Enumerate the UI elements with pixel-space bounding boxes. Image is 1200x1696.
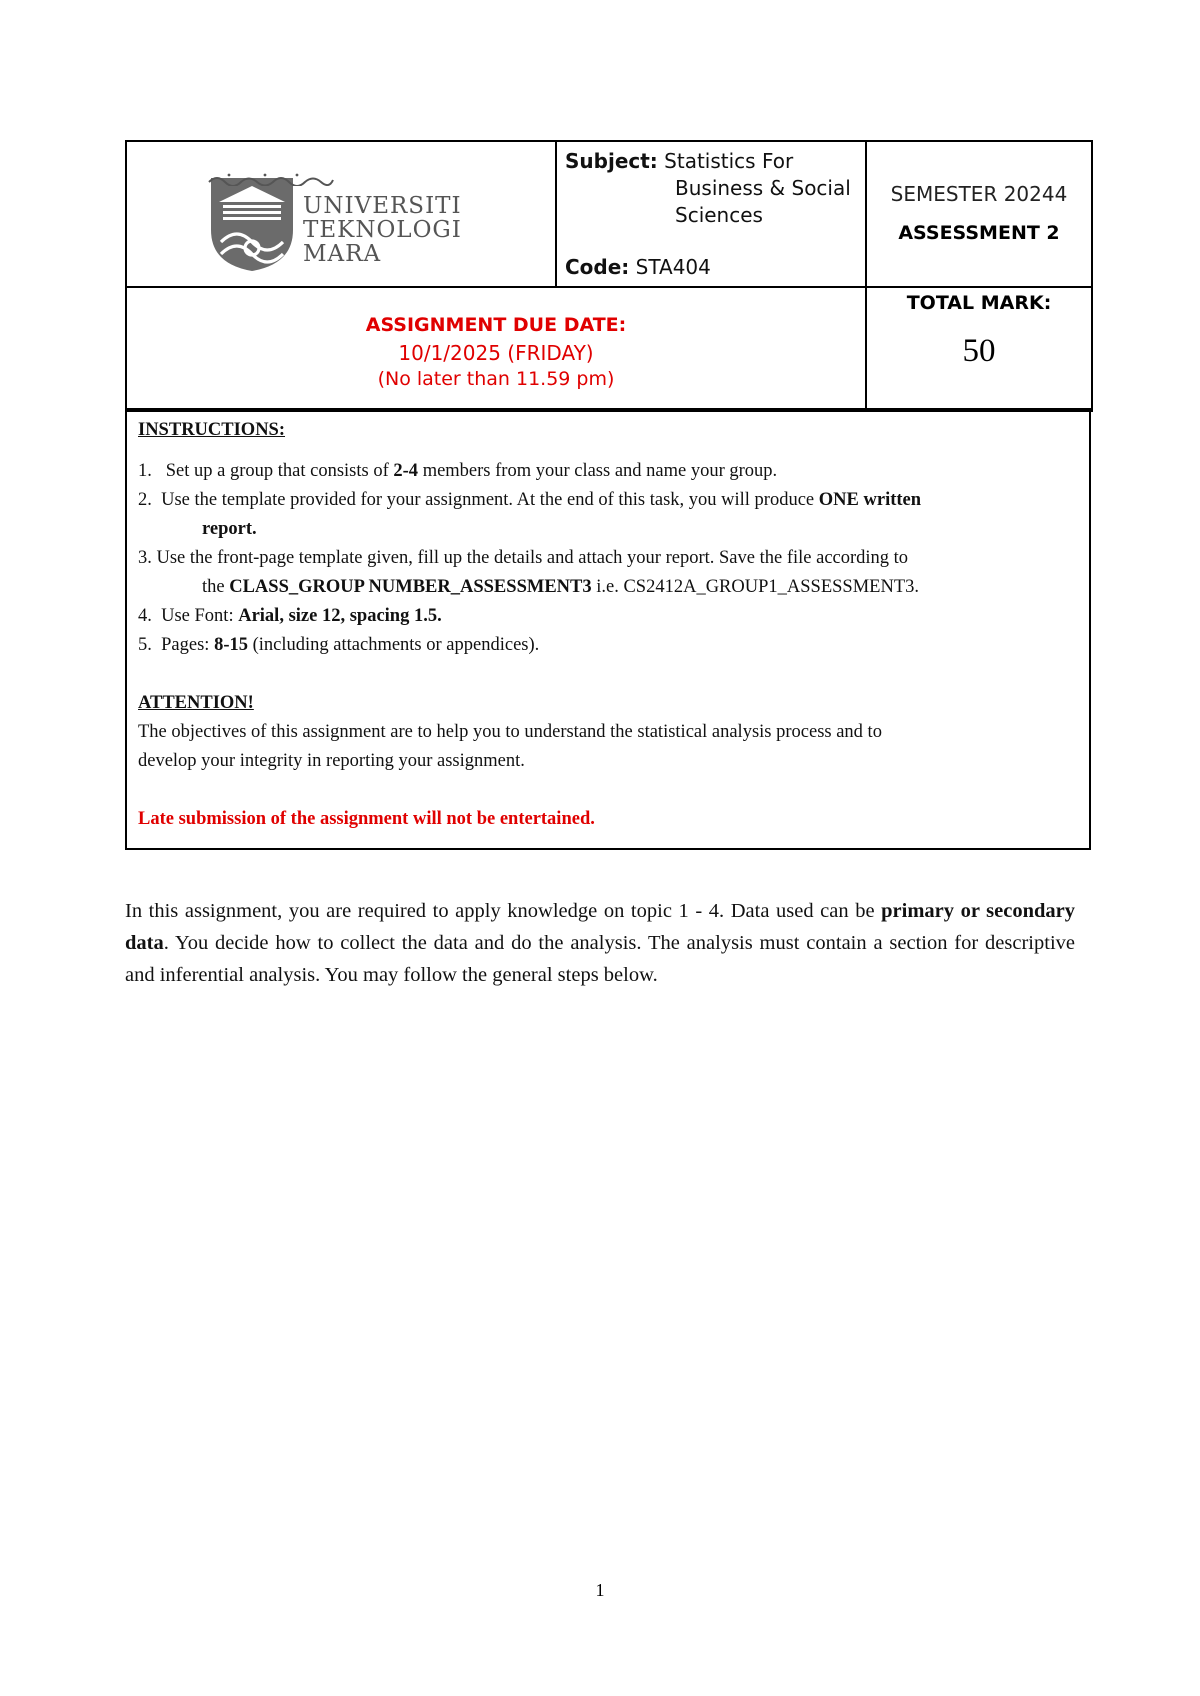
header-table [125,140,1093,412]
subject-line-3: Sciences [675,203,763,227]
university-logo [207,172,467,272]
code-block [565,254,711,281]
item-text: Use the front-page template given, fill up the details and attach your report. Save the file according to [156,548,909,568]
item-bold-text: 2-4 [393,461,419,481]
subject-label: Subject: [565,149,658,173]
instruction-item-3 [138,544,1088,602]
subject-line-1: Statistics For [664,149,794,173]
university-crest-icon [207,172,297,272]
instructions-box [125,408,1091,850]
item-text: Set up a group that consists of [165,461,394,481]
item-bold-text: 8-15 [214,635,248,655]
body-paragraph [125,895,1075,991]
item-number: 5. [138,635,152,655]
semester-cell [866,141,1092,287]
item-bold-text: Arial, size 12, spacing 1.5. [238,606,442,626]
code-value: STA404 [635,255,711,279]
total-mark-cell [866,287,1092,411]
subject-block [565,148,855,229]
due-date-value: 10/1/2025 (FRIDAY) [398,341,594,365]
attention-line-1: The objectives of this assignment are to help you to understand the statistical analysis process and to [138,722,882,742]
attention-line-2: develop your integrity in reporting your assignment. [138,751,525,771]
body-text: . You decide how to collect the data and do the analysis. The analysis must contain a section for descriptive and inferential analysis. You may follow the general steps below. [125,932,1075,986]
logo-word-teknologi: TEKNOLOGI [303,217,462,243]
arabic-script-wordmark [207,172,335,186]
total-mark-label: TOTAL MARK: [906,292,1052,314]
body-bold-text: primary or secondary data [125,900,1075,954]
instruction-item-2 [138,486,1088,544]
item-text: members from your class and name your group. [418,461,778,481]
body-text: In this assignment, you are required to apply knowledge on topic 1 - 4. Data used can be [125,900,882,922]
logo-word-universiti: UNIVERSITI [303,193,462,219]
subject-cell [556,141,866,287]
item-number: 4. [138,606,152,626]
attention-heading: ATTENTION! [138,693,254,713]
page-number: 1 [595,1580,605,1600]
due-date-note: (No later than 11.59 pm) [377,368,615,390]
item-text: Use Font: [161,606,239,626]
item-text: the [202,577,230,597]
logo-word-mara: MARA [303,241,382,267]
code-label: Code: [565,255,630,279]
item-text: i.e. CS2412A_GROUP1_ASSESSMENT3. [591,577,920,597]
late-submission-note: Late submission of the assignment will not be entertained. [138,809,595,829]
item-number: 2. [138,490,152,510]
instruction-item-1 [138,457,1088,486]
item-bold-text: ONE written [818,490,922,510]
due-date-title: ASSIGNMENT DUE DATE: [365,314,627,336]
subject-line-2: Business & Social [675,176,851,200]
instruction-item-5 [138,631,1088,660]
item-text: (including attachments or appendices). [247,635,540,655]
instructions-heading: INSTRUCTIONS: [138,420,286,440]
item-text: Pages: [161,635,215,655]
item-text: Use the template provided for your assignment. At the end of this task, you will produce [161,490,819,510]
semester-text: SEMESTER 20244 [890,182,1068,206]
due-date-cell [126,287,866,411]
instruction-item-4 [138,602,1088,631]
item-number: 3. [138,548,152,568]
assessment-text: ASSESSMENT 2 [898,222,1060,244]
item-number: 1. [138,461,152,481]
item-bold-text: report. [202,519,257,539]
logo-cell [126,141,556,287]
total-mark-value: 50 [962,333,996,369]
item-bold-text: CLASS_GROUP NUMBER_ASSESSMENT3 [229,577,592,597]
